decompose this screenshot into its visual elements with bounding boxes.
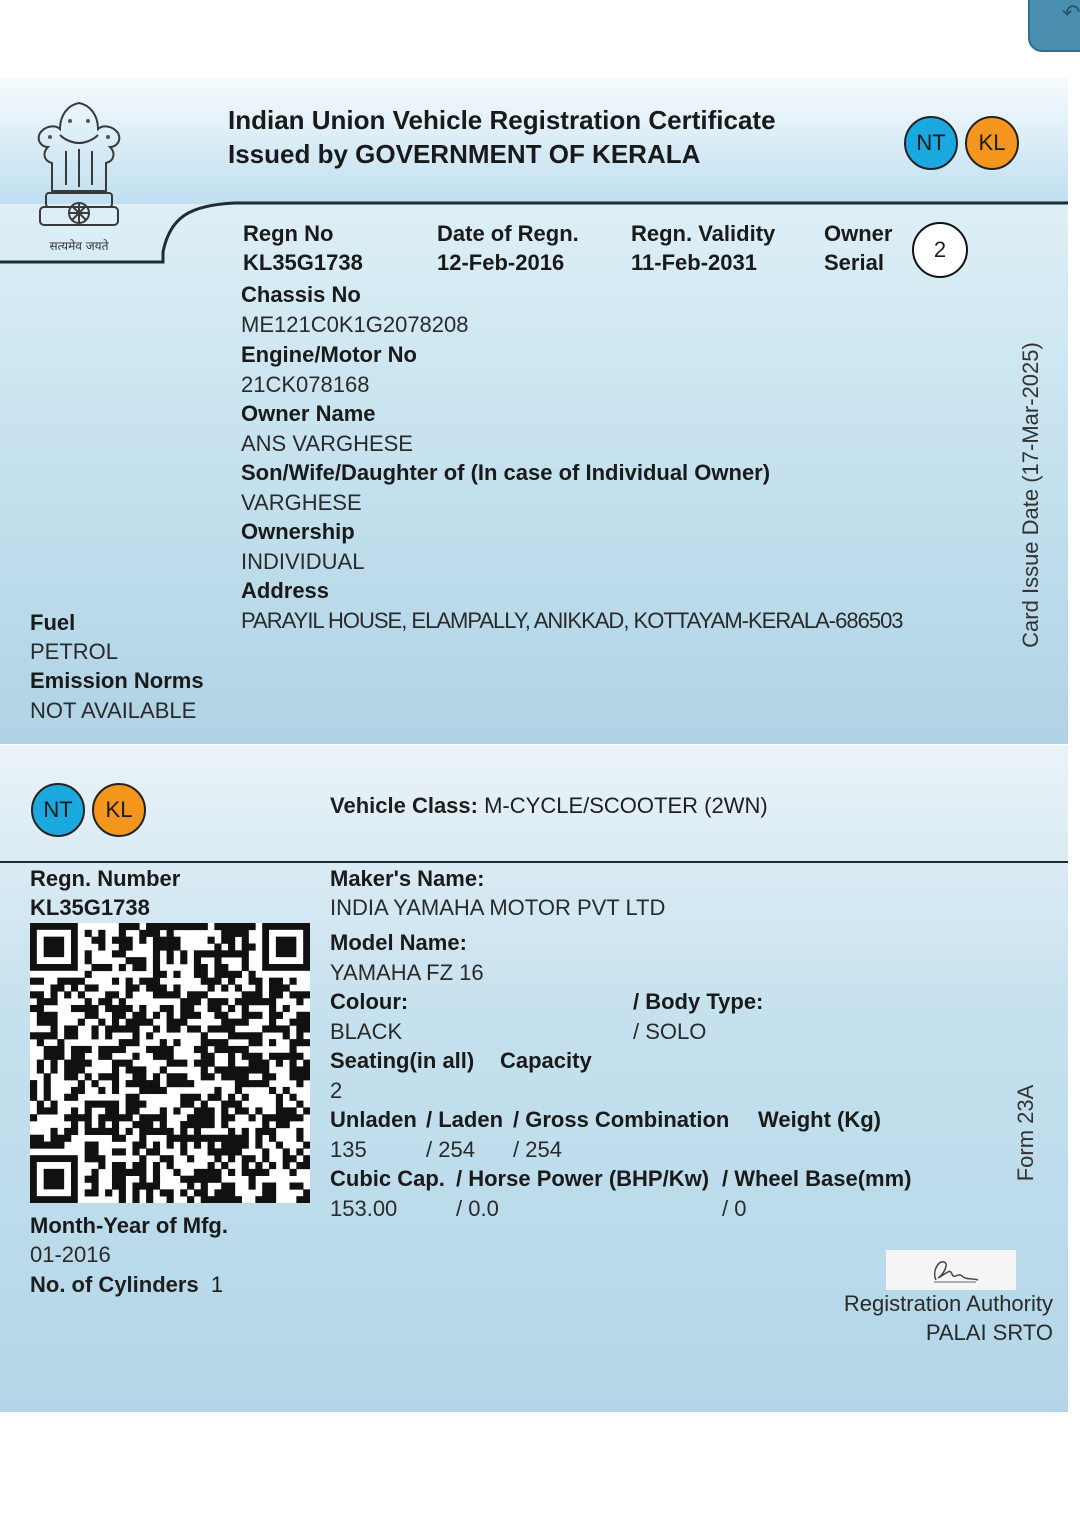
cylinders-value: 1 (210, 1272, 224, 1297)
authority-label: Registration Authority (843, 1291, 1053, 1316)
emblem-motto: सत्यमेव जयते (49, 239, 109, 253)
colour-label: Colour: (330, 989, 409, 1014)
cylinders-label: No. of Cylinders (30, 1272, 199, 1297)
certificate-issuer: Issued by GOVERNMENT OF KERALA (228, 139, 701, 169)
owner-serial-value: 2 (912, 222, 968, 278)
card-issue-date: Card Issue Date (17-Mar-2025) (1018, 342, 1043, 648)
seating-label: Seating(in all) (330, 1048, 475, 1073)
kl-badge-back: KL (92, 783, 146, 837)
ownership-label: Ownership (241, 519, 355, 544)
certificate-title: Indian Union Vehicle Registration Certificate (228, 105, 776, 135)
regn-validity-label: Regn. Validity (631, 221, 776, 246)
seating-value: 2 (330, 1078, 343, 1103)
emission-value: NOT AVAILABLE (30, 698, 197, 723)
body-type-value: / SOLO (633, 1019, 707, 1044)
mfg-value: 01-2016 (30, 1242, 111, 1267)
owner-name-value: ANS VARGHESE (241, 431, 413, 456)
owner-label: Owner (824, 221, 893, 246)
regn-no-value: KL35G1738 (243, 250, 363, 275)
wheel-base-value: / 0 (722, 1196, 747, 1221)
laden-label: / Laden (426, 1107, 504, 1132)
emission-label: Emission Norms (30, 668, 204, 693)
certificate-heading (228, 103, 776, 171)
body-type-label: / Body Type: (633, 989, 764, 1014)
vehicle-class-row (330, 793, 768, 819)
owner-name-label: Owner Name (241, 401, 376, 426)
form-number: Form 23A (1013, 1084, 1038, 1182)
model-label: Model Name: (330, 930, 467, 955)
gross-label: / Gross Combination (513, 1107, 730, 1132)
nt-badge: NT (904, 116, 958, 170)
maker-value: INDIA YAMAHA MOTOR PVT LTD (330, 895, 666, 920)
address-value: PARAYIL HOUSE, ELAMPALLY, ANIKKAD, KOTTAYAM-KERALA-686503 (241, 608, 903, 633)
horse-power-value: / 0.0 (456, 1196, 499, 1221)
unladen-value: 135 (330, 1137, 367, 1162)
engine-value: 21CK078168 (241, 372, 370, 397)
laden-value: / 254 (426, 1137, 475, 1162)
signature (886, 1250, 1016, 1290)
nt-badge-back: NT (31, 783, 85, 837)
fuel-value: PETROL (30, 639, 119, 664)
signature-graphic (886, 1250, 1016, 1290)
engine-label: Engine/Motor No (241, 342, 417, 367)
kl-badge: KL (965, 116, 1019, 170)
date-of-regn-label: Date of Regn. (437, 221, 579, 246)
back-divider (0, 861, 1068, 863)
relation-value: VARGHESE (241, 490, 362, 515)
relation-label: Son/Wife/Daughter of (In case of Individual Owner) (241, 460, 771, 485)
regn-validity-value: 11-Feb-2031 (631, 250, 757, 275)
maker-label: Maker's Name: (330, 866, 485, 891)
mfg-label: Month-Year of Mfg. (30, 1213, 228, 1238)
corner-tab[interactable] (1028, 0, 1080, 52)
ownership-value: INDIVIDUAL (241, 549, 365, 574)
colour-value: BLACK (330, 1019, 403, 1044)
horse-power-label: / Horse Power (BHP/Kw) (456, 1166, 710, 1191)
wheel-base-label: / Wheel Base(mm) (722, 1166, 912, 1191)
regn-number-label: Regn. Number (30, 866, 181, 891)
address-label: Address (241, 578, 330, 603)
gross-value: / 254 (513, 1137, 562, 1162)
regn-number-value: KL35G1738 (30, 895, 150, 920)
serial-label: Serial (824, 250, 884, 275)
unladen-label: Unladen (330, 1107, 417, 1132)
cubic-cap-label: Cubic Cap. (330, 1166, 445, 1191)
vehicle-class-value: M-CYCLE/SCOOTER (2WN) (484, 793, 768, 818)
date-of-regn-value: 12-Feb-2016 (437, 250, 565, 275)
ashoka-emblem-icon (30, 95, 128, 230)
regn-no-label: Regn No (243, 221, 334, 246)
undo-icon: ↶ (1062, 0, 1080, 25)
weight-label: Weight (Kg) (758, 1107, 882, 1132)
capacity-label: Capacity (500, 1048, 592, 1073)
chassis-label: Chassis No (241, 282, 361, 307)
qr-code[interactable] (30, 923, 310, 1203)
fuel-label: Fuel (30, 610, 76, 635)
chassis-value: ME121C0K1G2078208 (241, 312, 469, 337)
cylinders-row (30, 1272, 223, 1298)
rc-card-front (0, 77, 1068, 744)
national-emblem (30, 95, 128, 253)
authority-value: PALAI SRTO (925, 1320, 1053, 1345)
vehicle-class-label: Vehicle Class: (330, 793, 478, 818)
cubic-cap-value: 153.00 (330, 1196, 398, 1221)
model-value: YAMAHA FZ 16 (330, 960, 484, 985)
qr-code-graphic (30, 923, 310, 1203)
